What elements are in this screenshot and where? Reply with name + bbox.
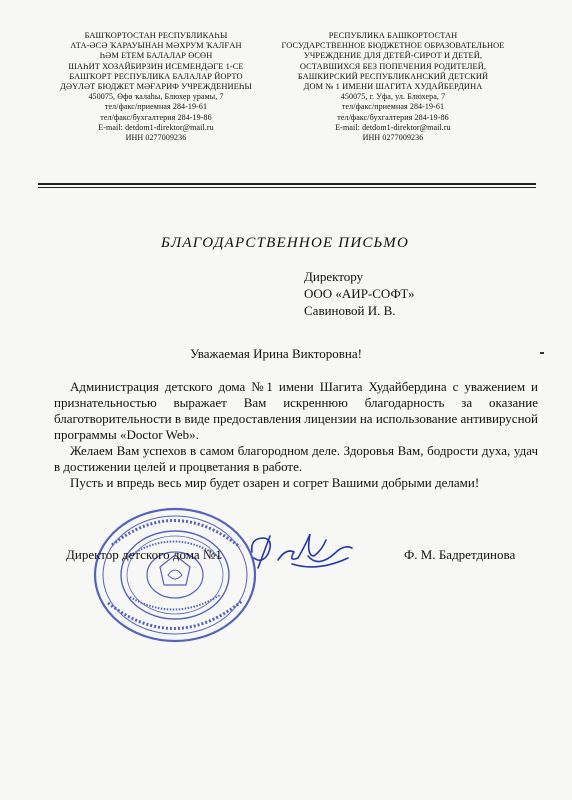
official-stamp <box>90 505 260 645</box>
letter-title: БЛАГОДАРСТВЕННОЕ ПИСЬМО <box>160 235 410 251</box>
header-right-russian <box>270 31 516 143</box>
body-paragraph: Пусть и впредь весь мир будет озарен и согрет Вашими добрыми делами! <box>70 475 480 490</box>
signer-title: Директор детского дома №1 <box>66 547 222 562</box>
header-right-phone: тел/факс/бухгалтерия 284-19-86 <box>337 112 449 122</box>
header-right-email: E-mail: detdom1-direktor@mail.ru <box>335 122 451 132</box>
recipient-company: ООО «АИР-СОФТ» <box>304 286 415 301</box>
header-left-line: ҺӘМ ЕТЕМ БАЛАЛАР ӨСӨН <box>99 51 213 61</box>
header-right-phone: тел/факс/приемная 284-19-61 <box>341 102 445 112</box>
letter-body <box>54 379 538 491</box>
header-left-inn: ИНН 0277009236 <box>125 133 187 143</box>
header-right-address: 450075, г. Уфа, ул. Блюхера, 7 <box>340 92 446 102</box>
header-left-line: ШАҺИТ ХОЗАЙБИРЗИН ИСЕМЕНДӘГЕ 1-СЕ <box>68 61 244 71</box>
header-right-line: ДОМ № 1 ИМЕНИ ШАГИТА ХУДАЙБЕРДИНА <box>303 82 483 92</box>
header-right-line: ОСТАВШИХСЯ БЕЗ ПОПЕЧЕНИЯ РОДИТЕЛЕЙ, <box>299 61 487 71</box>
header-left-line: БАШҠОРТ РЕСПУБЛИКА БАЛАЛАР ЙОРТО <box>69 71 243 81</box>
body-paragraph: Администрация детского дома №1 имени Шагита Худайбердина с уважением и признательностью выражает Вам искреннюю благодарность за оказание благотворительности в виде предоставления лицензии на использование антивирусной программы «Doctor Web». <box>54 379 538 442</box>
recipient-name: Савиновой И. В. <box>304 303 396 318</box>
header-left-phone: тел/факс/приемная 284-19-61 <box>104 102 208 112</box>
signer-name: Ф. М. Бадретдинова <box>404 547 516 562</box>
header-left-line: АТА-ӘСӘ ҠАРАУЫНАН МӘХРУМ ҠАЛҒАН <box>70 41 242 51</box>
header-right-line: БАШКИРСКИЙ РЕСПУБЛИКАНСКИЙ ДЕТСКИЙ <box>297 71 489 81</box>
header-left-address: 450075, Өфө ҡалаһы, Блюхер урамы, 7 <box>88 92 224 102</box>
header-left-email: E-mail: detdom1-direktor@mail.ru <box>98 122 214 132</box>
recipient-position: Директору <box>304 269 364 284</box>
header-left-line: ДӘҮЛӘТ БЮДЖЕТ МӘҒАРИФ УЧРЕЖДЕНИЕҺЫ <box>60 82 252 92</box>
recipient-block <box>304 268 415 319</box>
header-left-phone: тел/факс/бухгалтерия 284-19-86 <box>100 112 212 122</box>
handwritten-signature <box>248 528 358 578</box>
header-right-line: УЧРЕЖДЕНИЕ ДЛЯ ДЕТЕЙ-СИРОТ И ДЕТЕЙ, <box>303 51 483 61</box>
greeting: Уважаемая Ирина Викторовна! <box>190 346 362 361</box>
header-divider <box>38 183 536 185</box>
body-paragraph: Желаем Вам успехов в самом благородном деле. Здоровья Вам, бодрости духа, удач в достижении целей и процветания в работе. <box>54 443 538 474</box>
header-right-line: РЕСПУБЛИКА БАШКОРТОСТАН <box>328 31 458 40</box>
stray-mark <box>540 352 544 354</box>
header-divider <box>38 187 536 188</box>
header-left-line: БАШҠОРТОСТАН РЕСПУБЛИКАҺЫ <box>84 31 228 40</box>
header-left-bashkir <box>40 31 272 143</box>
header-right-line: ГОСУДАРСТВЕННОЕ БЮДЖЕТНОЕ ОБРАЗОВАТЕЛЬНОЕ <box>281 41 505 51</box>
header-right-inn: ИНН 0277009236 <box>362 133 424 143</box>
